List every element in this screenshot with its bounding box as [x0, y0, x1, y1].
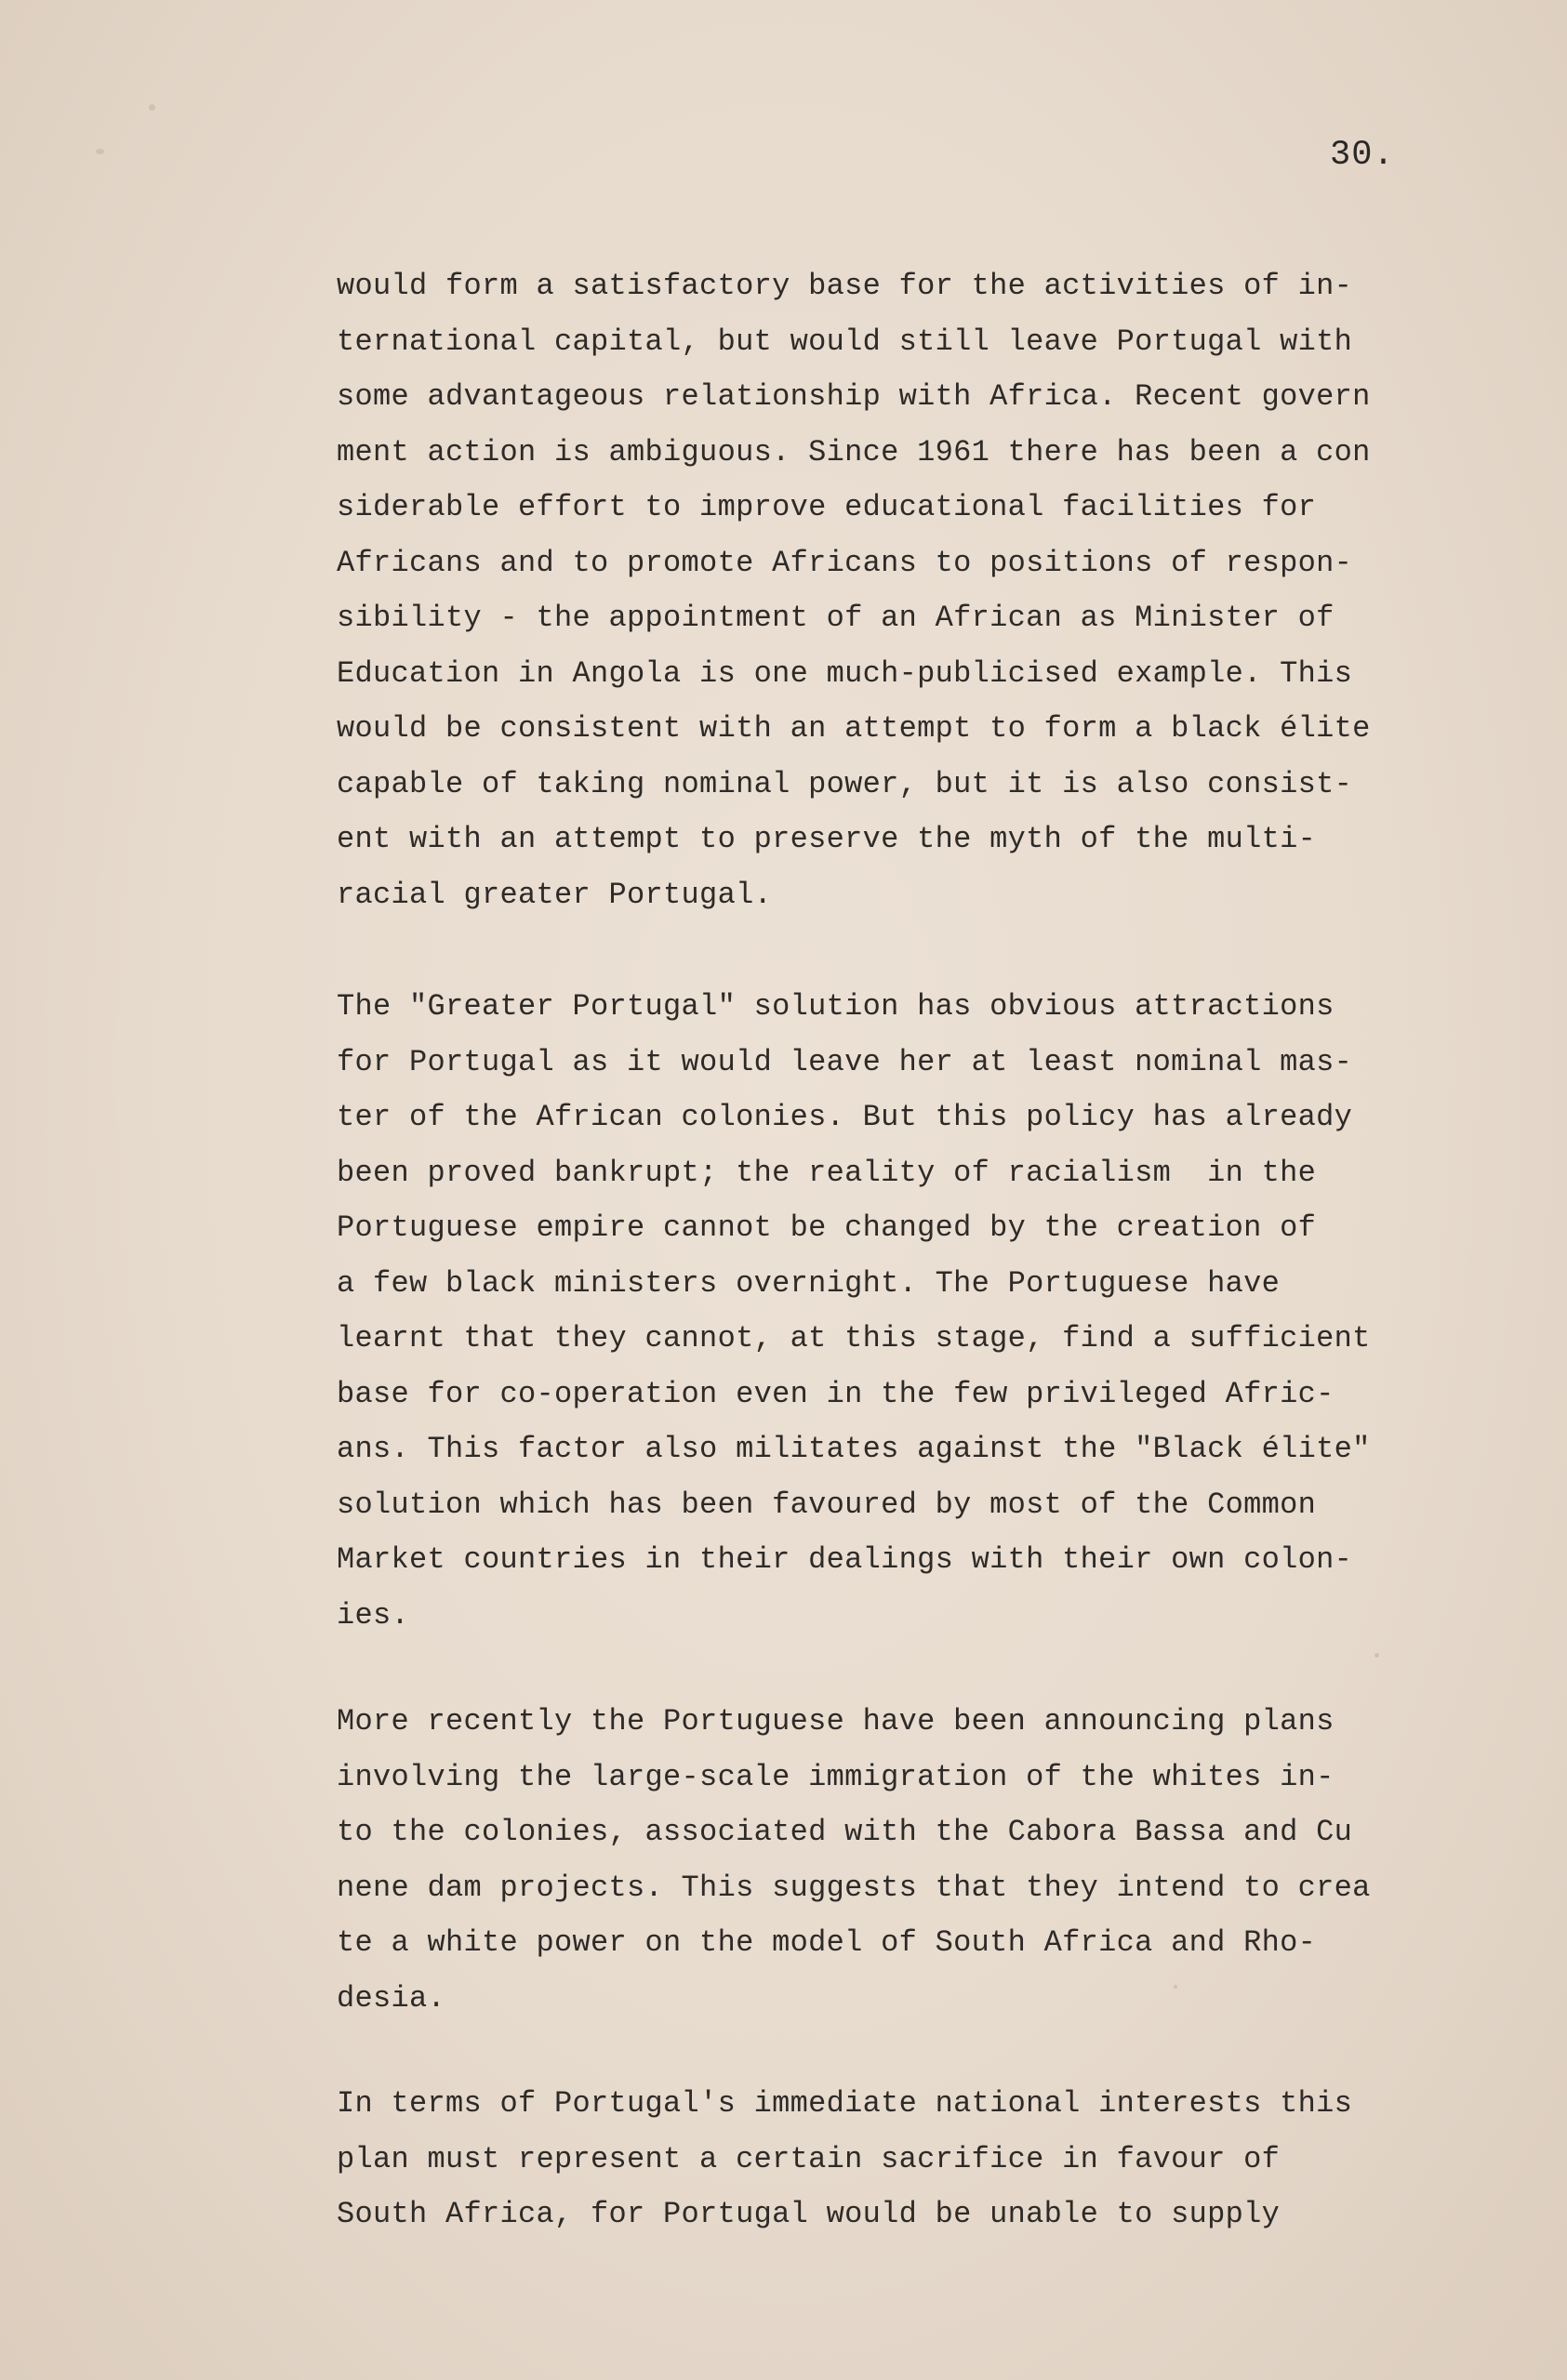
text-line: Africans and to promote Africans to positions of respon-	[337, 545, 1353, 580]
text-line: for Portugal as it would leave her at least nominal mas-	[337, 1044, 1353, 1079]
paper-speck	[149, 104, 155, 111]
paragraph-3	[337, 1694, 1434, 2026]
paper-speck	[96, 149, 104, 154]
page-number: 30.	[1330, 136, 1395, 175]
text-line: racial greater Portugal.	[337, 877, 773, 912]
text-line: involving the large-scale immigration of the whites in-	[337, 1759, 1335, 1794]
paragraph-4	[337, 2076, 1434, 2242]
text-line: te a white power on the model of South Africa and Rho-	[337, 1925, 1317, 1960]
text-line: base for co-operation even in the few privileged Afric-	[337, 1376, 1335, 1411]
paper-speck	[1174, 1985, 1177, 1989]
text-line: South Africa, for Portugal would be unable to supply	[337, 2197, 1281, 2231]
text-line: In terms of Portugal's immediate national interests this	[337, 2086, 1353, 2121]
paragraph-2	[337, 979, 1434, 1643]
text-line: Market countries in their dealings with their own colon-	[337, 1542, 1353, 1577]
text-line: Portuguese empire cannot be changed by the creation of	[337, 1210, 1317, 1245]
text-line: would form a satisfactory base for the activities of in-	[337, 269, 1353, 303]
text-line: a few black ministers overnight. The Portuguese have	[337, 1265, 1281, 1301]
text-line: ternational capital, but would still leave Portugal with	[337, 324, 1353, 359]
text-line: some advantageous relationship with Africa. Recent govern	[337, 379, 1371, 414]
text-line: ter of the African colonies. But this policy has already	[337, 1100, 1353, 1134]
text-line: The "Greater Portugal" solution has obvious attractions	[337, 989, 1335, 1024]
text-line: ent with an attempt to preserve the myth of the multi-	[337, 822, 1317, 856]
text-line: ans. This factor also militates against the "Black élite"	[337, 1432, 1371, 1466]
text-line: ment action is ambiguous. Since 1961 there has been a con	[337, 434, 1371, 469]
text-line: sibility - the appointment of an African as Minister of	[337, 601, 1335, 635]
text-line: Education in Angola is one much-publicised example. This	[337, 655, 1353, 691]
text-line: would be consistent with an attempt to form a black élite	[337, 711, 1371, 746]
text-line: solution which has been favoured by most of the Common	[337, 1487, 1317, 1522]
text-line: ies.	[337, 1597, 410, 1633]
text-line: desia.	[337, 1980, 446, 2016]
text-line: siderable effort to improve educational facilities for	[337, 490, 1317, 524]
paper-speck	[1374, 1653, 1379, 1658]
text-line: More recently the Portuguese have been announcing plans	[337, 1704, 1335, 1739]
text-line: plan must represent a certain sacrifice in favour of	[337, 2141, 1281, 2176]
text-line: nene dam projects. This suggests that they intend to crea	[337, 1870, 1371, 1905]
text-line: capable of taking nominal power, but it is also consist-	[337, 766, 1353, 801]
paragraph-1	[337, 258, 1434, 922]
text-line: to the colonies, associated with the Cabora Bassa and Cu	[337, 1815, 1353, 1849]
text-line: learnt that they cannot, at this stage, find a sufficient	[337, 1321, 1371, 1355]
text-line: been proved bankrupt; the reality of racialism in the	[337, 1155, 1317, 1190]
